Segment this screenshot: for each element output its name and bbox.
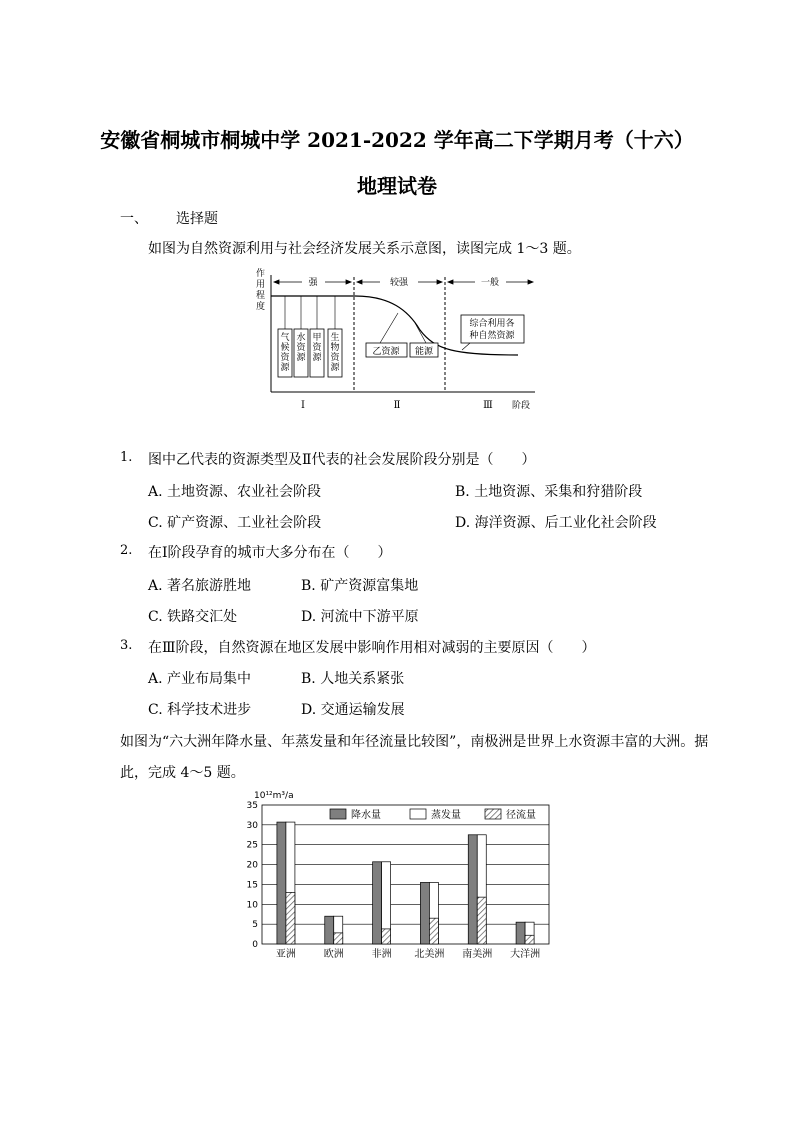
zone-label: 一般: [480, 278, 500, 288]
legend-swatch: [330, 809, 346, 819]
stage-label: Ⅰ: [301, 400, 305, 411]
option-a: A. 产业布局集中: [148, 671, 252, 687]
legend-label: 径流量: [506, 810, 536, 821]
bar-runoff: [382, 929, 391, 944]
box-char: 气: [280, 333, 290, 343]
chart-y-unit: 10¹²m³/a: [254, 791, 294, 801]
intro-text-1: 如图为自然资源利用与社会经济发展关系示意图，读图完成 1～3 题。: [148, 241, 581, 257]
stage-label: Ⅲ: [483, 400, 493, 411]
connector: [462, 343, 470, 350]
page-title-line2: 地理试卷: [357, 174, 437, 198]
bar-runoff: [429, 918, 438, 944]
bar-runoff: [477, 897, 486, 944]
question-number: 1.: [120, 450, 133, 465]
box-yi-label: 乙资源: [372, 347, 400, 357]
arrow-head: [274, 280, 279, 284]
water-balance-bar-chart: [240, 785, 560, 965]
plot-frame: [262, 805, 549, 944]
arrow-head: [528, 280, 533, 284]
y-tick-label: 15: [246, 880, 258, 891]
intro-text-2: 如图为“六大洲年降水量、年蒸发量和年径流量比较图”，南极洲是世界上水资源丰富的大洲。据: [120, 734, 709, 750]
question-number: 2.: [120, 543, 133, 558]
y-axis-label-char: 作: [256, 269, 266, 279]
legend-swatch: [485, 809, 501, 819]
box-char: 资: [312, 343, 322, 353]
question-number: 3.: [120, 638, 133, 653]
resource-development-diagram: [250, 265, 550, 415]
box-char: 源: [280, 363, 290, 373]
category-label: 南美洲: [462, 949, 493, 960]
option-c: C. 矿产资源、工业社会阶段: [148, 515, 322, 531]
y-tick-label: 5: [252, 920, 258, 931]
y-axis-label-char: 度: [256, 302, 266, 312]
bar-precipitation: [420, 882, 429, 944]
option-d: D. 交通运输发展: [301, 702, 405, 718]
bar-runoff: [286, 892, 295, 944]
y-tick-label: 25: [246, 840, 258, 851]
box-char: 水: [296, 333, 306, 343]
bar-runoff: [334, 933, 343, 944]
option-d: D. 海洋资源、后工业化社会阶段: [455, 515, 657, 531]
legend-label: 降水量: [351, 810, 381, 821]
category-label: 大洋洲: [510, 949, 541, 960]
bar-precipitation: [325, 916, 334, 944]
question-text: 在Ⅲ阶段，自然资源在地区发展中影响作用相对减弱的主要原因（ ）: [148, 640, 596, 656]
box-energy-label: 能源: [414, 347, 434, 357]
option-b: B. 土地资源、采集和狩猎阶段: [455, 484, 643, 500]
x-axis-label: 阶段: [512, 401, 531, 411]
option-c: C. 铁路交汇处: [148, 609, 238, 625]
y-tick-label: 0: [252, 940, 258, 950]
stage-label: Ⅱ: [393, 400, 401, 411]
legend-swatch: [410, 809, 426, 819]
y-tick-label: 35: [246, 801, 258, 811]
box-char: 源: [312, 353, 322, 363]
box-char: 资: [280, 353, 290, 363]
option-a: A. 著名旅游胜地: [148, 578, 252, 594]
y-tick-label: 30: [246, 820, 258, 831]
category-label: 非洲: [371, 949, 392, 960]
arrow-head: [357, 280, 362, 284]
y-tick-label: 10: [246, 900, 258, 911]
arrow-head: [448, 280, 453, 284]
option-b: B. 人地关系紧张: [301, 671, 405, 687]
box-char: 源: [330, 363, 340, 373]
option-b: B. 矿产资源富集地: [301, 578, 419, 594]
box-char: 候: [280, 343, 290, 353]
option-d: D. 河流中下游平原: [301, 609, 419, 625]
bar-precipitation: [277, 822, 286, 944]
intro-text-2-cont: 此，完成 4～5 题。: [120, 765, 245, 781]
section-heading: 选择题: [176, 211, 218, 227]
connector: [415, 323, 426, 343]
section-number: 一、: [120, 211, 148, 227]
option-a: A. 土地资源、农业社会阶段: [148, 484, 322, 500]
bar-precipitation: [468, 835, 477, 944]
bar-runoff: [525, 935, 534, 944]
box-general-label: 综合利用各: [469, 319, 515, 329]
question-text: 图中乙代表的资源类型及Ⅱ代表的社会发展阶段分别是（ ）: [148, 452, 536, 468]
option-c: C. 科学技术进步: [148, 702, 252, 718]
arrow-head: [346, 280, 351, 284]
bar-precipitation: [516, 922, 525, 944]
category-label: 亚洲: [275, 949, 296, 960]
y-tick-label: 20: [246, 860, 258, 871]
zone-label: 较强: [389, 278, 409, 288]
zone-label: 强: [308, 278, 318, 288]
box-char: 物: [330, 343, 340, 353]
y-axis-label-char: 用: [256, 280, 266, 290]
box-char: 资: [296, 343, 306, 353]
category-label: 欧洲: [323, 949, 344, 960]
box-general-label: 种自然资源: [469, 331, 515, 341]
bar-precipitation: [373, 862, 382, 944]
arrow-head: [437, 280, 442, 284]
box-char: 资: [330, 353, 340, 363]
page-title-line1: 安徽省桐城市桐城中学 2021-2022 学年高二下学期月考（十六）: [100, 128, 694, 152]
question-text: 在Ⅰ阶段孕育的城市大多分布在（ ）: [148, 545, 392, 561]
box-char: 甲: [312, 333, 322, 343]
box-char: 源: [296, 353, 306, 363]
box-char: 生: [330, 333, 340, 343]
connector: [380, 313, 398, 343]
y-axis-label-char: 程: [256, 291, 266, 301]
legend-label: 蒸发量: [431, 810, 461, 821]
category-label: 北美洲: [414, 949, 445, 960]
